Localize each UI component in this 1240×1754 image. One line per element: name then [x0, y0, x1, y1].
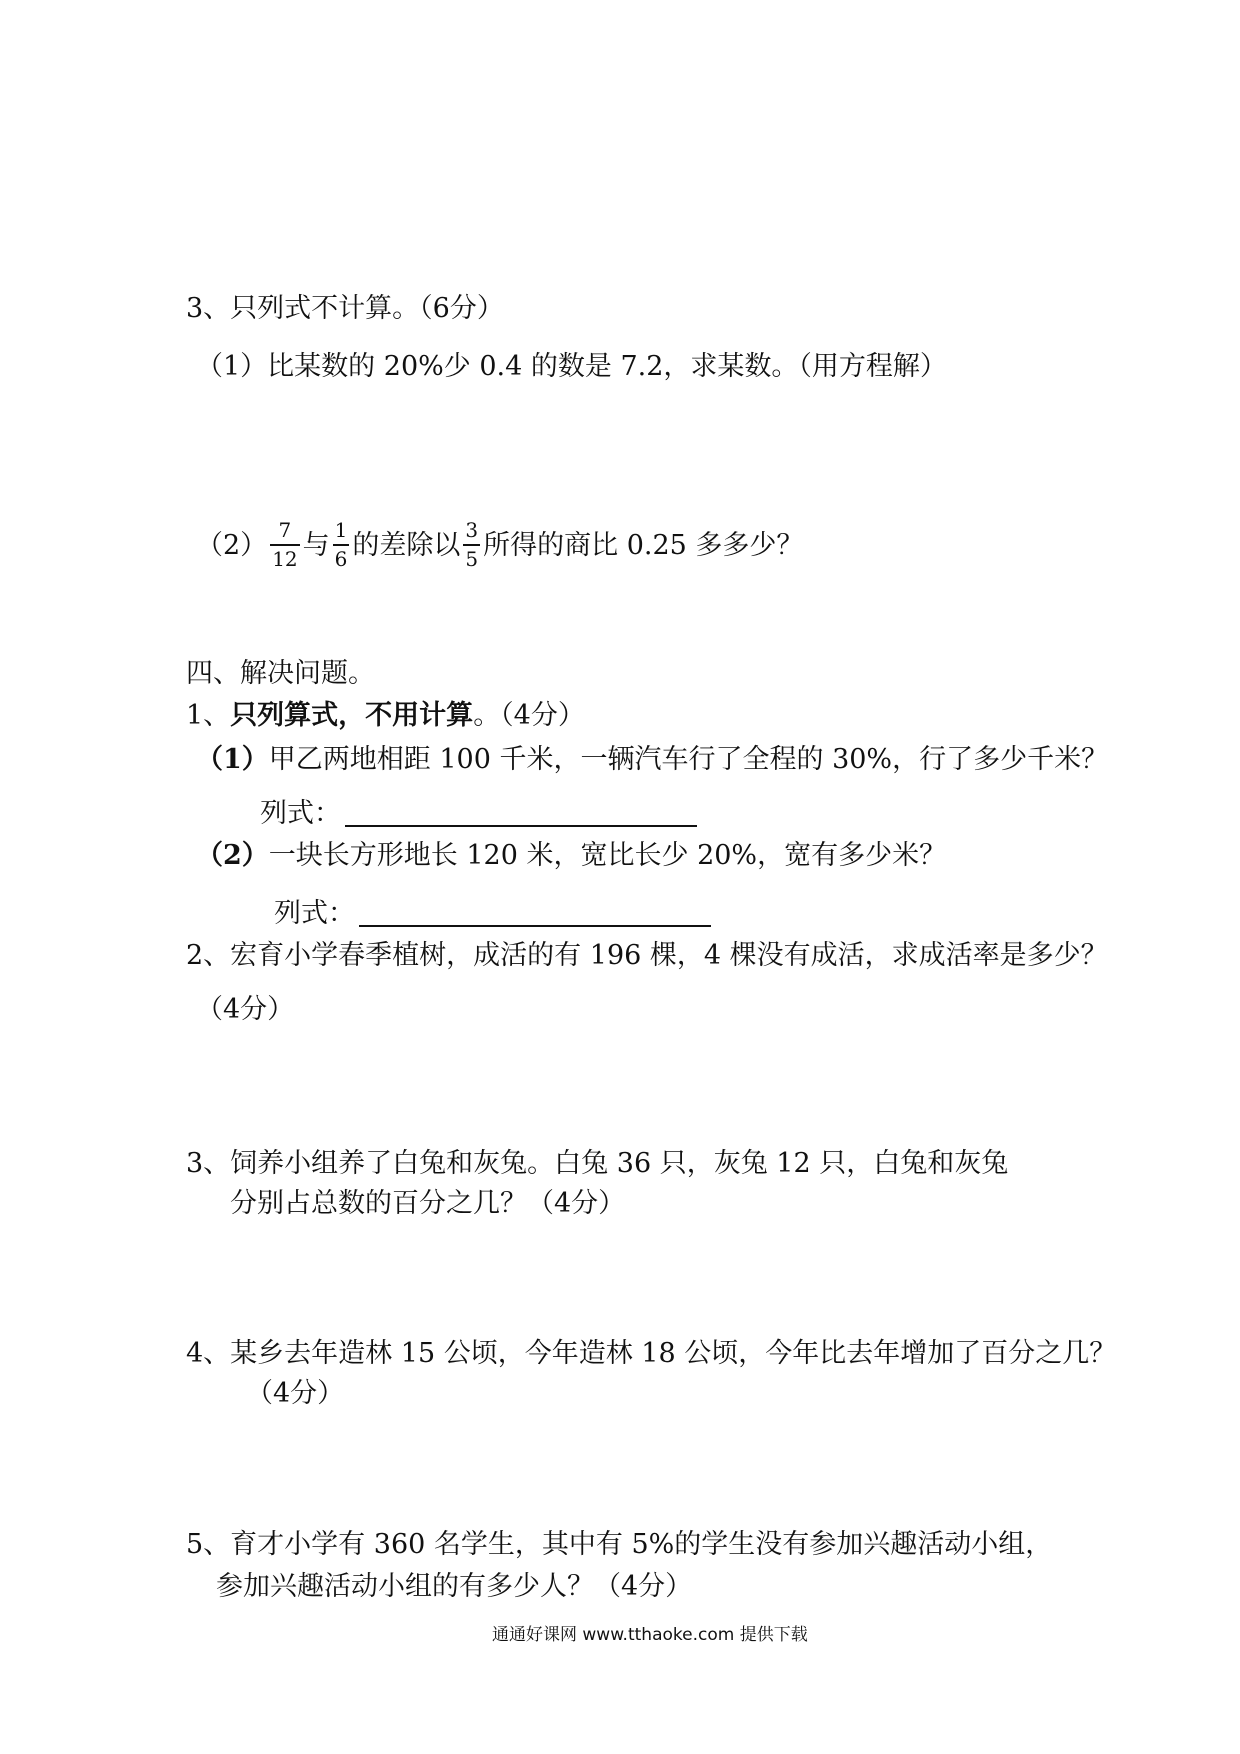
problem-1-2-text: 一块长方形地长 120 米，宽比长少 20%，宽有多少米？ [268, 840, 947, 871]
question-3-1: （1）比某数的 20%少 0.4 的数是 7.2，求某数。（用方程解） [196, 351, 947, 382]
question-3-2-prefix: （2） [196, 529, 268, 561]
problem-1-number: 1、 [186, 700, 231, 731]
problem-3-line2: 分别占总数的百分之几？（4分） [230, 1188, 626, 1219]
fraction-7-12 [270, 520, 299, 570]
part4-heading: 四、解决问题。 [186, 658, 375, 689]
question-3-2 [196, 520, 803, 570]
fraction-1-6 [333, 520, 350, 570]
fraction-numerator: 7 [278, 518, 292, 542]
problem-1-2-answer-line [274, 900, 711, 927]
fraction-numerator: 3 [465, 518, 479, 542]
problem-2-line2: （4分） [196, 994, 295, 1025]
question-3-2-mid1: 与 [302, 529, 330, 561]
problem-4-line2: （4分） [246, 1378, 345, 1409]
fraction-3-5 [463, 520, 480, 570]
fraction-denominator: 12 [270, 544, 299, 570]
answer-blank[interactable] [345, 801, 697, 827]
answer-label: 列式： [274, 898, 355, 929]
problem-1-bold-instruction: 只列算式，不用计算 [230, 700, 474, 731]
fraction-denominator: 6 [333, 544, 350, 570]
problem-1-1-answer-line [260, 800, 697, 827]
answer-blank[interactable] [359, 901, 711, 927]
problem-5-line1: 5、育才小学有 360 名学生，其中有 5%的学生没有参加兴趣活动小组， [186, 1529, 1053, 1560]
footer-source-text: 通通好课网 www.tthaoke.com 提供下载 [492, 1625, 808, 1645]
section3-heading: 3、只列式不计算。（6分） [186, 293, 504, 324]
problem-1-2 [196, 842, 946, 869]
problem-1-1-number: （1） [196, 744, 269, 775]
problem-1-points: 。（4分） [473, 700, 585, 731]
problem-1-1-text: 甲乙两地相距 100 千米，一辆汽车行了全程的 30%，行了多少千米？ [268, 744, 1109, 775]
fraction-denominator: 5 [463, 544, 480, 570]
question-3-2-suffix: 所得的商比 0.25 多多少？ [483, 529, 804, 561]
problem-1-2-number: （2） [196, 840, 269, 871]
problem-2-line1: 2、宏育小学春季植树，成活的有 196 棵，4 棵没有成活，求成活率是多少？ [186, 940, 1108, 971]
question-3-2-mid2: 的差除以 [352, 529, 461, 561]
problem-3-line1: 3、饲养小组养了白兔和灰兔。白兔 36 只，灰兔 12 只，白兔和灰兔 [186, 1148, 1009, 1179]
problem-1-1 [196, 746, 1108, 773]
answer-label: 列式： [260, 798, 341, 829]
problem-1-heading [186, 702, 585, 729]
problem-4-line1: 4、某乡去年造林 15 公顷，今年造林 18 公顷，今年比去年增加了百分之几？ [186, 1338, 1117, 1369]
problem-5-line2: 参加兴趣活动小组的有多少人？（4分） [216, 1571, 693, 1602]
fraction-numerator: 1 [334, 518, 348, 542]
